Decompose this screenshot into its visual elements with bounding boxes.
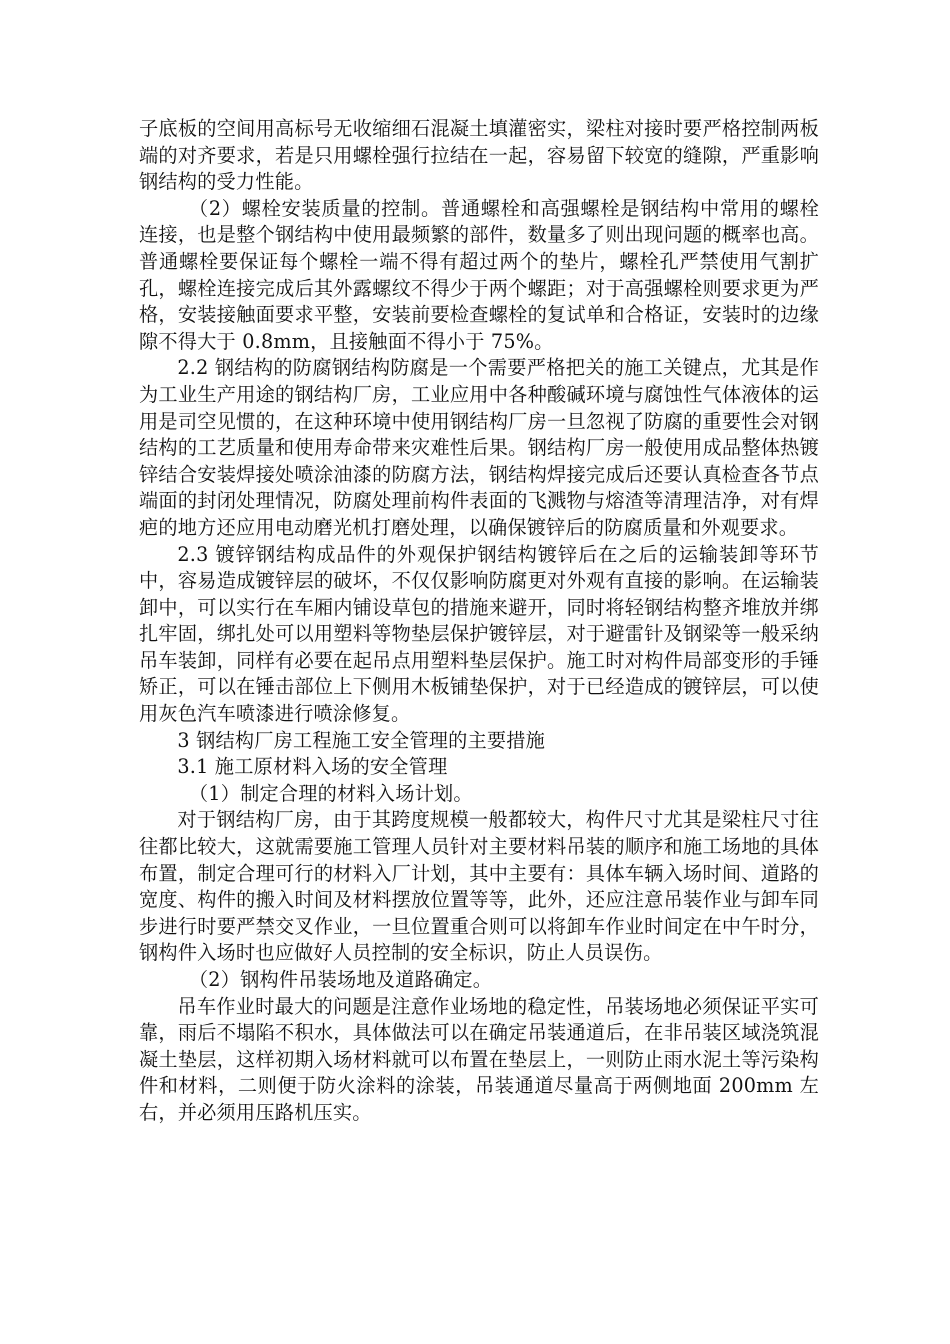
paragraph-anticorrosion: 2.2 钢结构的防腐钢结构防腐是一个需要严格把关的施工关键点，尤其是作为工业生产用途的钢结构厂房，工业应用中各种酸碱环境与腐蚀性气体液体的运用是司空见惯的，在这种环境中使用钢结构厂房一旦忽视了防腐的重要性会对钢结构的工艺质量和使用寿命带来灾难性后果。钢结构厂房一般使用成品整体热镀锌结合安装焊接处喷涂油漆的防腐方法，钢结构焊接完成后还要认真检查各节点端面的封闭处理情况，防腐处理前构件表面的飞溅物与熔渣等清理洁净，对有焊疤的地方还应用电动磨光机打磨处理，以确保镀锌后的防腐质量和外观要求。 xyxy=(139,356,819,539)
subheading-hoisting-site: （2）钢构件吊装场地及道路确定。 xyxy=(188,968,493,991)
section-heading-3: 3 钢结构厂房工程施工安全管理的主要措施 xyxy=(177,728,546,752)
paragraph-material-plan: 对于钢结构厂房，由于其跨度规模一般都较大，构件尺寸尤其是梁柱尺寸往往都比较大，这就需要施工管理人员针对主要材料吊装的顺序和施工场地的具体布置，制定合理可行的材料入厂计划，其中主要有：具体车辆入场时间、道路的宽度、构件的搬入时间及材料摆放位置等等，此外，还应注意吊装作业与卸车同步进行时要严禁交叉作业，一旦位置重合则可以将卸车作业时间定在中午时分，钢构件入场时也应做好人员控制的安全标识，防止人员误伤。 xyxy=(139,808,819,965)
section-heading-3-1: 3.1 施工原材料入场的安全管理 xyxy=(177,755,448,779)
subheading-material-plan: （1）制定合理的材料入场计划。 xyxy=(188,781,473,805)
paragraph-galvanized-protection: 2.3 镀锌钢结构成品件的外观保护钢结构镀锌后在之后的运输装卸等环节中，容易造成镀锌层的破坏，不仅仅影响防腐更对外观有直接的影响。在运输装卸中，可以实行在车厢内铺设草包的措施来避开，同时将轻钢结构整齐堆放并绑扎牢固，绑扎处可以用塑料等物垫层保护镀锌层，对于避雷针及钢梁等一般采纳吊车装卸，同样有必要在起吊点用塑料垫层保护。施工时对构件局部变形的手锤矫正，可以在锤击部位上下侧用木板铺垫保护，对于已经造成的镀锌层，可以使用灰色汽车喷漆进行喷涂修复。 xyxy=(139,542,819,726)
paragraph-hoisting-site: 吊车作业时最大的问题是注意作业场地的稳定性，吊装场地必须保证平实可靠，雨后不塌陷不积水，具体做法可以在确定吊装通道后，在非吊装区域浇筑混凝土垫层，这样初期入场材料就可以布置在垫层上，一则防止雨水泥土等污染构件和材料，二则便于防火涂料的涂装，吊装通道尽量高于两侧地面 200mm 左右，并必须用压路机压实。 xyxy=(139,994,819,1124)
document-body xyxy=(139,116,819,1127)
paragraph-bolt-installation: （2）螺栓安装质量的控制。普通螺栓和高强螺栓是钢结构中常用的螺栓连接，也是整个钢结构中使用最频繁的部件，数量多了则出现问题的概率也高。普通螺栓要保证每个螺栓一端不得有超过两个的垫片，螺栓孔严禁使用气割扩孔，螺栓连接完成后其外露螺纹不得少于两个螺距；对于高强螺栓则要求更为严格，安装接触面要求平整，安装前要检查螺栓的复试单和合格证，安装时的边缘隙不得大于 0.8mm，且接触面不得小于 75%。 xyxy=(139,196,819,353)
paragraph-continuation: 子底板的空间用高标号无收缩细石混凝土填灌密实，梁柱对接时要严格控制两板端的对齐要求，若是只用螺栓强行拉结在一起，容易留下较宽的缝隙，严重影响钢结构的受力性能。 xyxy=(139,117,819,194)
